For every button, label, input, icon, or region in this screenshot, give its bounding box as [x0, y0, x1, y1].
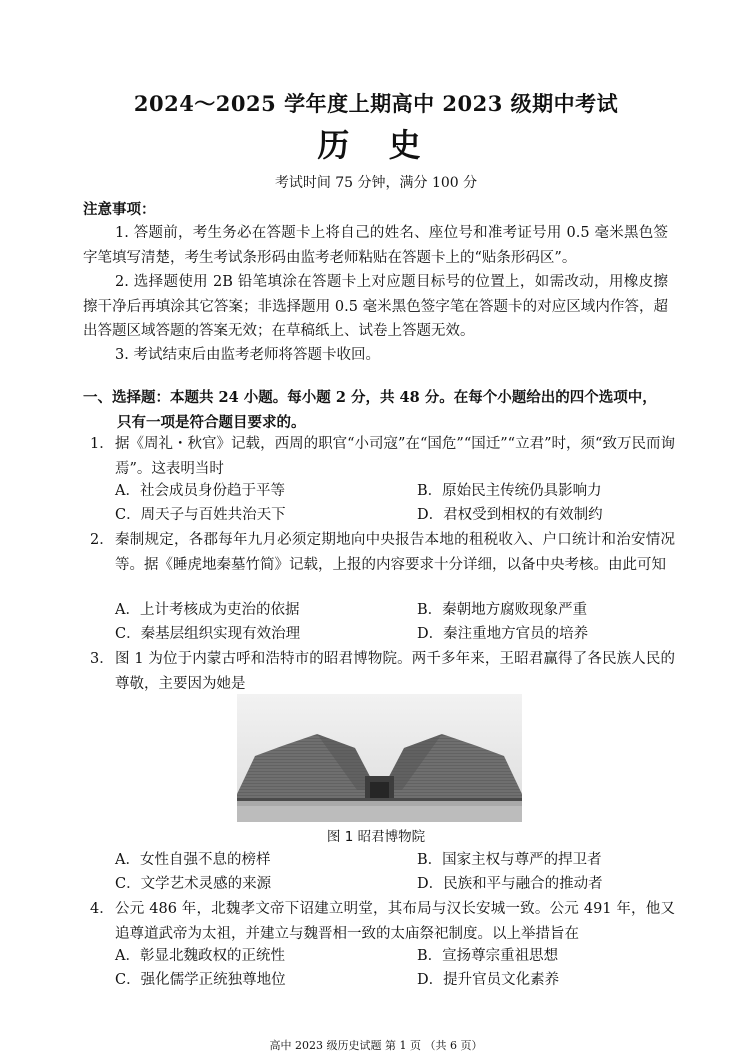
- option-2b: B．秦朝地方腐败现象严重: [417, 602, 588, 618]
- museum-photo: [237, 694, 522, 822]
- figure-caption: 图 1 昭君博物院: [326, 829, 426, 845]
- question-number: 4．: [90, 901, 114, 917]
- question-4: [90, 897, 675, 946]
- exam-title: 2024～2025 学年度上期高中 2023 级期中考试: [133, 91, 619, 116]
- option-4b: B．宣扬尊宗重祖思想: [417, 948, 559, 964]
- option-3b: B．国家主权与尊严的捍卫者: [417, 852, 602, 868]
- option-1a: A．社会成员身份趋于平等: [115, 483, 285, 499]
- exam-time-info: 考试时间 75 分钟，满分 100 分: [274, 175, 478, 191]
- page-footer: 高中 2023 级历史试题 第 1 页 （共 6 页）: [269, 1039, 483, 1052]
- option-1b: B．原始民主传统仍具影响力: [417, 483, 602, 499]
- option-2c: C．秦基层组织实现有效治理: [115, 626, 301, 642]
- question-stem: 秦制规定，各郡每年九月必须定期地向中央报告本地的租税收入、户口统计和治安情况等。据《睡虎地秦墓竹简》记载，上报的内容要求十分详细，以备中央考核。由此可知: [115, 532, 675, 573]
- question-number: 3．: [90, 651, 114, 667]
- option-1c: C．周天子与百姓共治天下: [115, 507, 286, 523]
- note-item-1: 1. 答题前，考生务必在答题卡上将自己的姓名、座位号和准考证号用 0.5 毫米黑色签字笔填写清楚，考生考试条形码由监考老师粘贴在答题卡上的“贴条形码区”。: [83, 225, 668, 266]
- question-stem: 图 1 为位于内蒙古呼和浩特市的昭君博物院。两千多年来，王昭君赢得了各民族人民的尊敬，主要因为她是: [115, 651, 675, 692]
- option-2d: D．秦注重地方官员的培养: [417, 626, 589, 642]
- option-3a: A．女性自强不息的榜样: [115, 852, 271, 868]
- option-2a: A．上计考核成为吏治的依据: [115, 602, 300, 618]
- note-item-2: 2. 选择题使用 2B 铅笔填涂在答题卡上对应题目标号的位置上，如需改动，用橡皮擦擦干净后再填涂其它答案；非选择题用 0.5 毫米黑色签字笔在答题卡的对应区域内作答，超出答题区域答题的答案无效；在草稿纸上、试卷上答题无效。: [83, 274, 668, 339]
- option-4a: A．彰显北魏政权的正统性: [115, 948, 285, 964]
- section-heading-line1: 一、选择题：本题共 24 小题。每小题 2 分，共 48 分。在每个小题给出的四个选项中，: [83, 389, 657, 406]
- subject-title: 历 史: [317, 126, 435, 164]
- notes-heading: 注意事项：: [83, 201, 156, 218]
- option-3c: C．文学艺术灵感的来源: [115, 876, 272, 892]
- question-stem: 据《周礼・秋官》记载，西周的职官“小司寇”在“国危”“国迁”“立君”时，须“致万民而询焉”。这表明当时: [115, 436, 675, 477]
- section-heading: [83, 386, 683, 435]
- option-4c: C．强化儒学正统独尊地位: [115, 972, 286, 988]
- question-1: [90, 432, 675, 481]
- question-number: 1．: [90, 436, 114, 452]
- option-3d: D．民族和平与融合的推动者: [417, 876, 603, 892]
- question-3: [90, 647, 675, 696]
- section-heading-line2: 只有一项是符合题目要求的。: [117, 413, 306, 431]
- question-stem: 公元 486 年，北魏孝文帝下诏建立明堂，其布局与汉长安城一致。公元 491 年，他又追尊道武帝为太祖，并建立与魏晋相一致的太庙祭祀制度。以上举措旨在: [115, 901, 675, 942]
- option-1d: D．君权受到相权的有效制约: [417, 507, 603, 523]
- note-item-3: 3. 考试结束后由监考老师将答题卡收回。: [115, 347, 380, 363]
- question-number: 2．: [90, 532, 114, 548]
- question-2: [90, 528, 675, 577]
- option-4d: D．提升官员文化素养: [417, 972, 560, 988]
